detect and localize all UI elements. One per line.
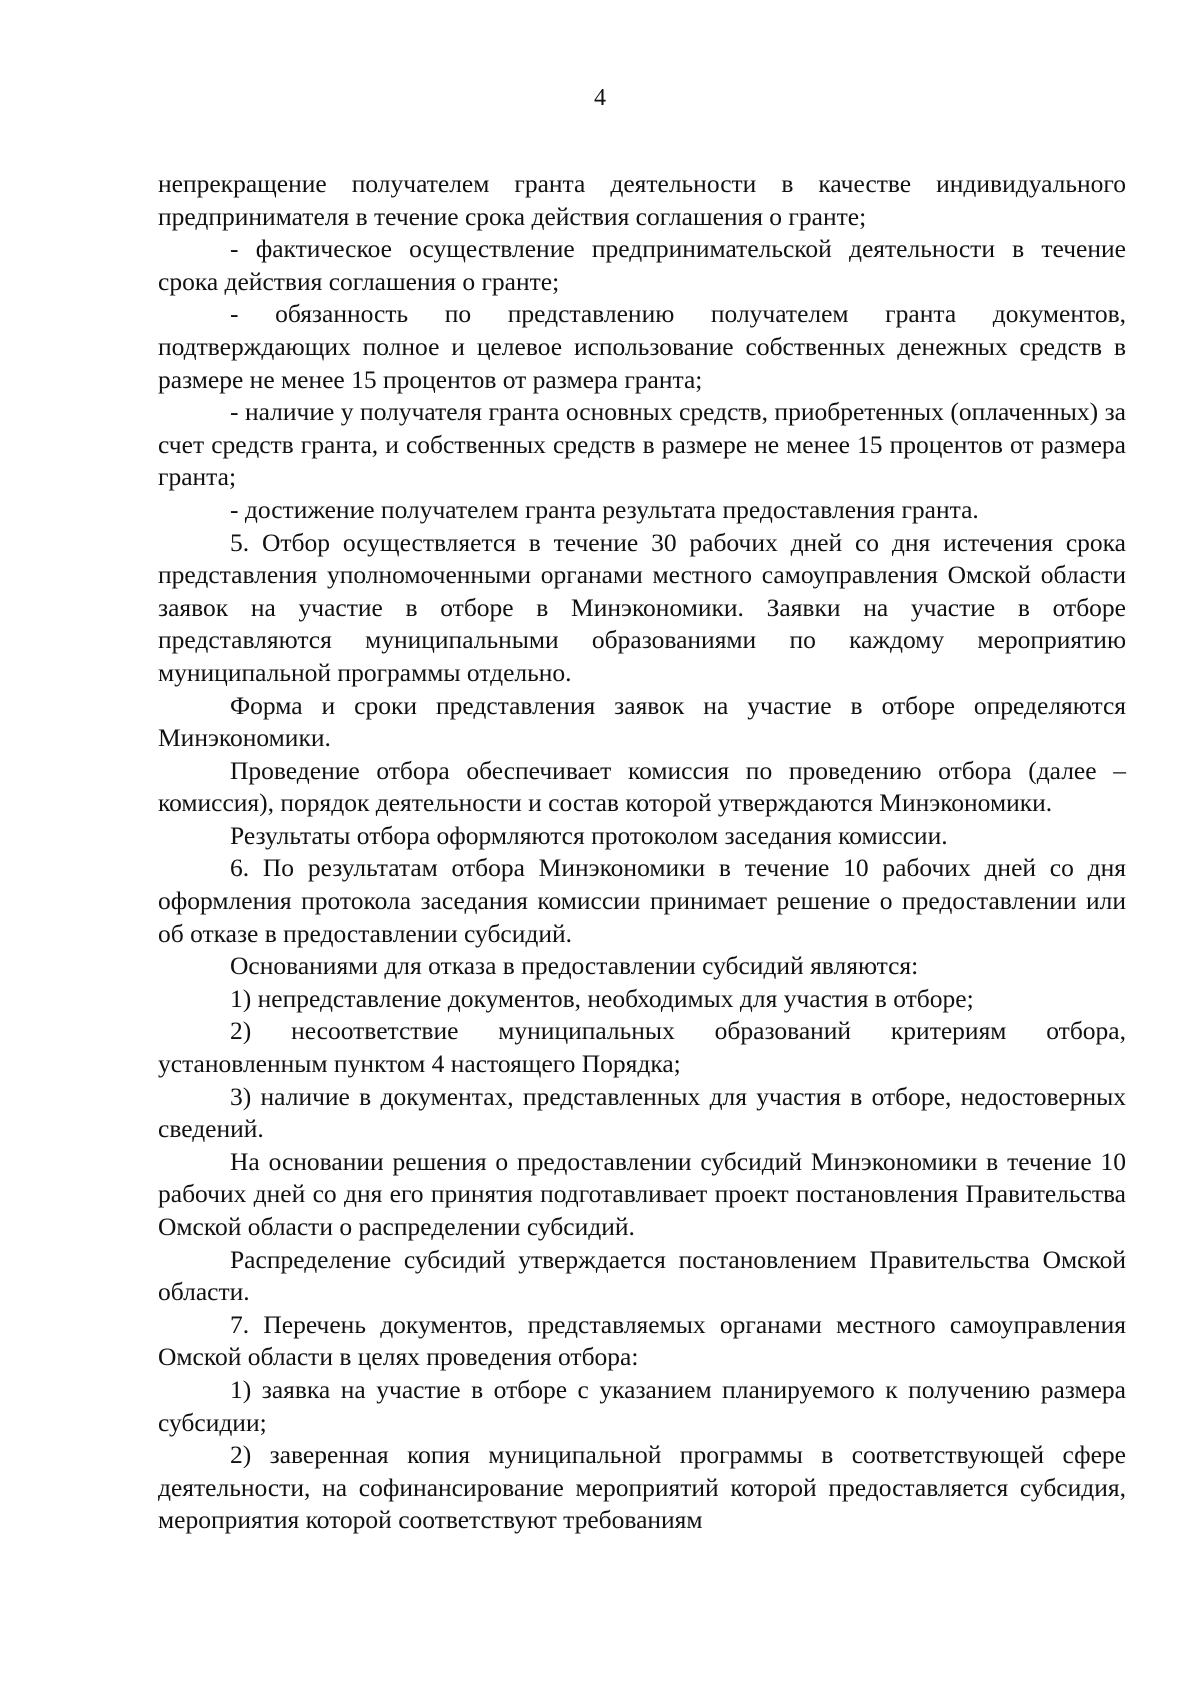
paragraph: Форма и сроки представления заявок на участие в отборе определяются Минэкономики. — [158, 690, 1126, 753]
page-number: 4 — [594, 85, 606, 111]
paragraph: 1) непредставление документов, необходимых для участия в отборе; — [230, 983, 974, 1013]
paragraph: 3) наличие в документах, представленных для участия в отборе, недостоверных сведений. — [158, 1081, 1126, 1144]
paragraph: 1) заявка на участие в отборе с указанием планируемого к получению размера субсидии; — [158, 1374, 1126, 1437]
paragraph: 2) заверенная копия муниципальной программы в соответствующей сфере деятельности, на софинансирование мероприятий которой предоставляется субсидия, мероприятия которой соответствуют требованиям — [158, 1440, 1126, 1535]
paragraph: Результаты отбора оформляются протоколом заседания комиссии. — [230, 820, 948, 850]
paragraph: 2) несоответствие муниципальных образований критериям отбора, установленным пунктом 4 настоящего Порядка; — [158, 1016, 1126, 1079]
paragraph: Распределение субсидий утверждается постановлением Правительства Омской области. — [158, 1244, 1126, 1307]
paragraph: 7. Перечень документов, представляемых органами местного самоуправления Омской области в целях проведения отбора: — [158, 1309, 1126, 1372]
paragraph: 6. По результатам отбора Минэкономики в течение 10 рабочих дней со дня оформления протокола заседания комиссии принимает решение о предоставлении или об отказе в предоставлении субсидий. — [158, 853, 1126, 948]
paragraph: 5. Отбор осуществляется в течение 30 рабочих дней со дня истечения срока представления уполномоченными органами местного самоуправления Омской области заявок на участие в отборе в Минэкономики. Заявки на участие в отборе представляются муниципальными образованиями по каждому мероприятию муниципальной программы отдельно. — [158, 527, 1126, 687]
paragraph: - достижение получателем гранта результата предоставления гранта. — [230, 494, 979, 524]
paragraph: Проведение отбора обеспечивает комиссия по проведению отбора (далее – комиссия), порядок деятельности и состав которой утверждаются Минэкономики. — [158, 755, 1126, 818]
paragraph: - наличие у получателя гранта основных средств, приобретенных (оплаченных) за счет средств гранта, и собственных средств в размере не менее 15 процентов от размера гранта; — [158, 397, 1126, 492]
document-body — [158, 168, 1126, 1537]
paragraph: Основаниями для отказа в предоставлении субсидий являются: — [230, 951, 919, 981]
paragraph: На основании решения о предоставлении субсидий Минэкономики в течение 10 рабочих дней со дня его принятия подготавливает проект постановления Правительства Омской области о распределении субсидий. — [158, 1146, 1126, 1241]
paragraph: непрекращение получателем гранта деятельности в качестве индивидуального предпринимателя в течение срока действия соглашения о гранте; — [158, 169, 1126, 231]
paragraph: - обязанность по представлению получателем гранта документов, подтверждающих полное и целевое использование собственных денежных средств в размере не менее 15 процентов от размера гранта; — [158, 299, 1126, 394]
paragraph: - фактическое осуществление предпринимательской деятельности в течение срока действия соглашения о гранте; — [158, 234, 1126, 296]
